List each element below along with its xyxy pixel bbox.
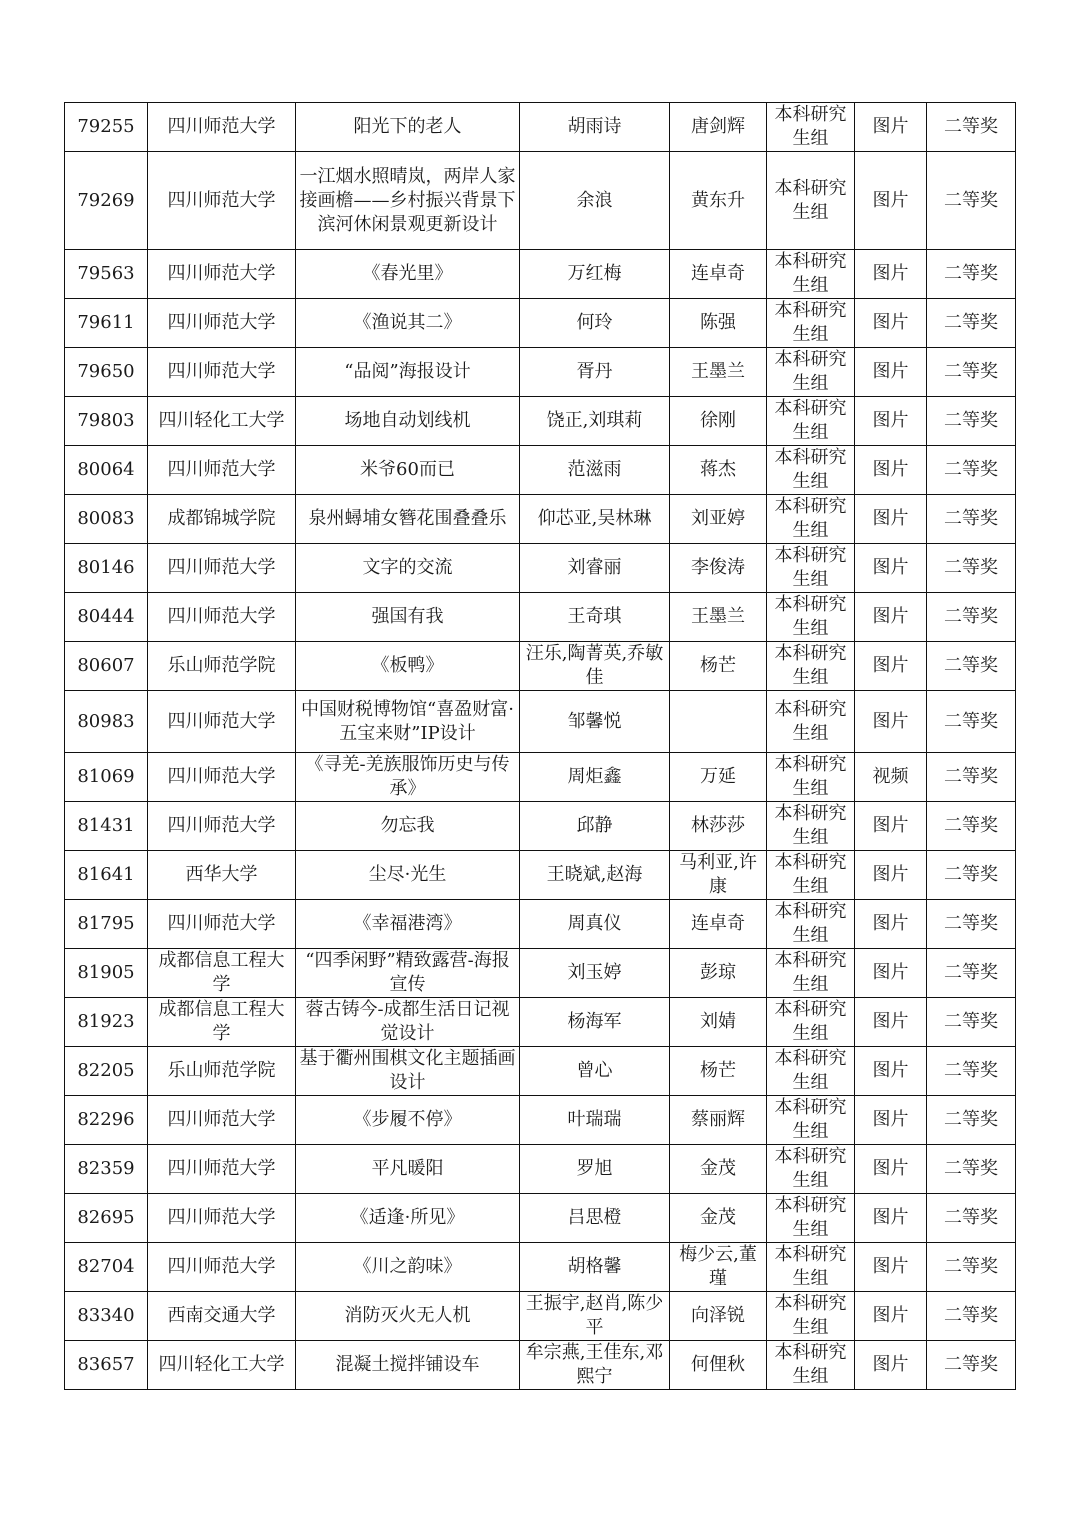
- table-row: [65, 900, 1016, 949]
- school-cell: 西南交通大学: [148, 1292, 296, 1341]
- advisor-cell: 徐刚: [670, 397, 767, 446]
- entry-id-cell: 82205: [65, 1047, 148, 1096]
- school-cell: 四川师范大学: [148, 1145, 296, 1194]
- entry-id-cell: 80146: [65, 544, 148, 593]
- group-cell: 本科研究生组: [767, 1243, 855, 1292]
- work-type-cell: 图片: [855, 900, 927, 949]
- school-cell: 四川师范大学: [148, 900, 296, 949]
- work-title-cell: 《寻羌-羌族服饰历史与传承》: [296, 753, 520, 802]
- work-title-cell: 场地自动划线机: [296, 397, 520, 446]
- school-cell: 四川师范大学: [148, 593, 296, 642]
- work-title-cell: 《春光里》: [296, 250, 520, 299]
- group-cell: 本科研究生组: [767, 495, 855, 544]
- work-title-cell: 基于衢州围棋文化主题插画设计: [296, 1047, 520, 1096]
- work-title-cell: 《板鸭》: [296, 642, 520, 691]
- author-cell: 何玲: [520, 299, 670, 348]
- table-row: [65, 446, 1016, 495]
- table-row: [65, 299, 1016, 348]
- work-type-cell: 图片: [855, 250, 927, 299]
- author-cell: 胡格馨: [520, 1243, 670, 1292]
- author-cell: 牟宗燕,王佳东,邓熙宁: [520, 1341, 670, 1390]
- group-cell: 本科研究生组: [767, 299, 855, 348]
- work-title-cell: 《步履不停》: [296, 1096, 520, 1145]
- school-cell: 四川师范大学: [148, 1194, 296, 1243]
- work-type-cell: 图片: [855, 802, 927, 851]
- advisor-cell: 金茂: [670, 1145, 767, 1194]
- table-row: [65, 593, 1016, 642]
- school-cell: 四川师范大学: [148, 1243, 296, 1292]
- group-cell: 本科研究生组: [767, 348, 855, 397]
- award-cell: 二等奖: [927, 348, 1016, 397]
- award-cell: 二等奖: [927, 1047, 1016, 1096]
- entry-id-cell: 80983: [65, 691, 148, 753]
- school-cell: 四川师范大学: [148, 299, 296, 348]
- author-cell: 汪乐,陶菁英,乔敏佳: [520, 642, 670, 691]
- entry-id-cell: 82359: [65, 1145, 148, 1194]
- work-type-cell: 图片: [855, 152, 927, 250]
- work-type-cell: 图片: [855, 998, 927, 1047]
- work-title-cell: 米爷60而已: [296, 446, 520, 495]
- author-cell: 刘玉婷: [520, 949, 670, 998]
- group-cell: 本科研究生组: [767, 250, 855, 299]
- group-cell: 本科研究生组: [767, 1096, 855, 1145]
- award-cell: 二等奖: [927, 1096, 1016, 1145]
- table-row: [65, 1194, 1016, 1243]
- award-cell: 二等奖: [927, 851, 1016, 900]
- author-cell: 范滋雨: [520, 446, 670, 495]
- advisor-cell: 何俚秋: [670, 1341, 767, 1390]
- work-type-cell: 图片: [855, 299, 927, 348]
- work-title-cell: 蓉古铸今-成都生活日记视觉设计: [296, 998, 520, 1047]
- award-cell: 二等奖: [927, 495, 1016, 544]
- work-type-cell: 图片: [855, 1292, 927, 1341]
- work-title-cell: 平凡暖阳: [296, 1145, 520, 1194]
- advisor-cell: 彭琼: [670, 949, 767, 998]
- school-cell: 四川师范大学: [148, 691, 296, 753]
- table-row: [65, 1047, 1016, 1096]
- work-type-cell: 图片: [855, 446, 927, 495]
- author-cell: 邹馨悦: [520, 691, 670, 753]
- group-cell: 本科研究生组: [767, 152, 855, 250]
- author-cell: 万红梅: [520, 250, 670, 299]
- award-cell: 二等奖: [927, 397, 1016, 446]
- advisor-cell: 金茂: [670, 1194, 767, 1243]
- award-cell: 二等奖: [927, 753, 1016, 802]
- group-cell: 本科研究生组: [767, 103, 855, 152]
- advisor-cell: 王墨兰: [670, 348, 767, 397]
- work-type-cell: 图片: [855, 1194, 927, 1243]
- award-cell: 二等奖: [927, 299, 1016, 348]
- advisor-cell: 杨芒: [670, 1047, 767, 1096]
- award-cell: 二等奖: [927, 1243, 1016, 1292]
- author-cell: 饶正,刘琪莉: [520, 397, 670, 446]
- school-cell: 乐山师范学院: [148, 642, 296, 691]
- group-cell: 本科研究生组: [767, 949, 855, 998]
- work-type-cell: 图片: [855, 103, 927, 152]
- group-cell: 本科研究生组: [767, 691, 855, 753]
- entry-id-cell: 82296: [65, 1096, 148, 1145]
- table-row: [65, 250, 1016, 299]
- advisor-cell: 向泽锐: [670, 1292, 767, 1341]
- entry-id-cell: 80064: [65, 446, 148, 495]
- award-cell: 二等奖: [927, 1194, 1016, 1243]
- work-title-cell: 尘尽·光生: [296, 851, 520, 900]
- author-cell: 周真仪: [520, 900, 670, 949]
- work-type-cell: 图片: [855, 691, 927, 753]
- author-cell: 刘睿丽: [520, 544, 670, 593]
- school-cell: 四川师范大学: [148, 1096, 296, 1145]
- table-row: [65, 949, 1016, 998]
- group-cell: 本科研究生组: [767, 998, 855, 1047]
- school-cell: 四川师范大学: [148, 250, 296, 299]
- school-cell: 四川轻化工大学: [148, 1341, 296, 1390]
- school-cell: 四川师范大学: [148, 348, 296, 397]
- work-title-cell: 《川之韵味》: [296, 1243, 520, 1292]
- work-type-cell: 图片: [855, 1047, 927, 1096]
- author-cell: 胡雨诗: [520, 103, 670, 152]
- table-row: [65, 495, 1016, 544]
- advisor-cell: 蒋杰: [670, 446, 767, 495]
- group-cell: 本科研究生组: [767, 753, 855, 802]
- table-row: [65, 544, 1016, 593]
- author-cell: 吕思橙: [520, 1194, 670, 1243]
- work-type-cell: 图片: [855, 1145, 927, 1194]
- award-cell: 二等奖: [927, 103, 1016, 152]
- group-cell: 本科研究生组: [767, 900, 855, 949]
- work-type-cell: 图片: [855, 949, 927, 998]
- group-cell: 本科研究生组: [767, 1194, 855, 1243]
- entry-id-cell: 83657: [65, 1341, 148, 1390]
- table-row: [65, 802, 1016, 851]
- author-cell: 王奇琪: [520, 593, 670, 642]
- school-cell: 四川师范大学: [148, 446, 296, 495]
- award-cell: 二等奖: [927, 593, 1016, 642]
- entry-id-cell: 79563: [65, 250, 148, 299]
- award-cell: 二等奖: [927, 691, 1016, 753]
- award-cell: 二等奖: [927, 1341, 1016, 1390]
- work-type-cell: 图片: [855, 495, 927, 544]
- group-cell: 本科研究生组: [767, 802, 855, 851]
- table-row: [65, 753, 1016, 802]
- award-cell: 二等奖: [927, 900, 1016, 949]
- entry-id-cell: 81905: [65, 949, 148, 998]
- award-table-body: [65, 103, 1016, 1390]
- group-cell: 本科研究生组: [767, 1145, 855, 1194]
- table-row: [65, 1243, 1016, 1292]
- work-title-cell: 强国有我: [296, 593, 520, 642]
- award-cell: 二等奖: [927, 1145, 1016, 1194]
- entry-id-cell: 79611: [65, 299, 148, 348]
- table-row: [65, 348, 1016, 397]
- entry-id-cell: 79255: [65, 103, 148, 152]
- entry-id-cell: 83340: [65, 1292, 148, 1341]
- advisor-cell: 李俊涛: [670, 544, 767, 593]
- work-title-cell: 《渔说其二》: [296, 299, 520, 348]
- work-type-cell: 图片: [855, 1096, 927, 1145]
- entry-id-cell: 82704: [65, 1243, 148, 1292]
- table-row: [65, 1341, 1016, 1390]
- school-cell: 四川师范大学: [148, 103, 296, 152]
- entry-id-cell: 79269: [65, 152, 148, 250]
- advisor-cell: 王墨兰: [670, 593, 767, 642]
- entry-id-cell: 79803: [65, 397, 148, 446]
- work-title-cell: 《适逢·所见》: [296, 1194, 520, 1243]
- advisor-cell: 黄东升: [670, 152, 767, 250]
- advisor-cell: 连卓奇: [670, 900, 767, 949]
- school-cell: 乐山师范学院: [148, 1047, 296, 1096]
- author-cell: 余浪: [520, 152, 670, 250]
- work-title-cell: “品阅”海报设计: [296, 348, 520, 397]
- work-type-cell: 图片: [855, 851, 927, 900]
- group-cell: 本科研究生组: [767, 397, 855, 446]
- advisor-cell: 马利亚,许康: [670, 851, 767, 900]
- entry-id-cell: 81641: [65, 851, 148, 900]
- award-cell: 二等奖: [927, 152, 1016, 250]
- work-title-cell: 一江烟水照晴岚，两岸人家接画檐——乡村振兴背景下滨河休闲景观更新设计: [296, 152, 520, 250]
- entry-id-cell: 80607: [65, 642, 148, 691]
- school-cell: 西华大学: [148, 851, 296, 900]
- table-row: [65, 397, 1016, 446]
- school-cell: 四川轻化工大学: [148, 397, 296, 446]
- table-row: [65, 851, 1016, 900]
- author-cell: 仰芯亚,吴林琳: [520, 495, 670, 544]
- work-title-cell: “四季闲野”精致露营-海报宣传: [296, 949, 520, 998]
- award-cell: 二等奖: [927, 250, 1016, 299]
- award-cell: 二等奖: [927, 446, 1016, 495]
- author-cell: 王振宇,赵肖,陈少平: [520, 1292, 670, 1341]
- award-cell: 二等奖: [927, 998, 1016, 1047]
- table-row: [65, 103, 1016, 152]
- entry-id-cell: 79650: [65, 348, 148, 397]
- author-cell: 周炬鑫: [520, 753, 670, 802]
- school-cell: 四川师范大学: [148, 753, 296, 802]
- author-cell: 罗旭: [520, 1145, 670, 1194]
- group-cell: 本科研究生组: [767, 1047, 855, 1096]
- award-cell: 二等奖: [927, 642, 1016, 691]
- advisor-cell: 梅少云,董瑾: [670, 1243, 767, 1292]
- advisor-cell: 刘婧: [670, 998, 767, 1047]
- table-row: [65, 1145, 1016, 1194]
- advisor-cell: 蔡丽辉: [670, 1096, 767, 1145]
- table-row: [65, 1096, 1016, 1145]
- work-title-cell: 中国财税博物馆“喜盈财富·五宝来财”IP设计: [296, 691, 520, 753]
- work-title-cell: 消防灭火无人机: [296, 1292, 520, 1341]
- award-cell: 二等奖: [927, 802, 1016, 851]
- award-table: [64, 102, 1016, 1390]
- work-title-cell: 勿忘我: [296, 802, 520, 851]
- entry-id-cell: 80083: [65, 495, 148, 544]
- advisor-cell: 连卓奇: [670, 250, 767, 299]
- group-cell: 本科研究生组: [767, 1341, 855, 1390]
- school-cell: 成都信息工程大学: [148, 998, 296, 1047]
- advisor-cell: 林莎莎: [670, 802, 767, 851]
- author-cell: 王晓斌,赵海: [520, 851, 670, 900]
- table-row: [65, 998, 1016, 1047]
- advisor-cell: 陈强: [670, 299, 767, 348]
- award-cell: 二等奖: [927, 949, 1016, 998]
- advisor-cell: 杨芒: [670, 642, 767, 691]
- group-cell: 本科研究生组: [767, 642, 855, 691]
- work-title-cell: 混凝土搅拌铺设车: [296, 1341, 520, 1390]
- work-title-cell: 《幸福港湾》: [296, 900, 520, 949]
- entry-id-cell: 82695: [65, 1194, 148, 1243]
- author-cell: 杨海军: [520, 998, 670, 1047]
- author-cell: 曾心: [520, 1047, 670, 1096]
- group-cell: 本科研究生组: [767, 593, 855, 642]
- entry-id-cell: 81431: [65, 802, 148, 851]
- group-cell: 本科研究生组: [767, 446, 855, 495]
- school-cell: 成都信息工程大学: [148, 949, 296, 998]
- school-cell: 四川师范大学: [148, 802, 296, 851]
- group-cell: 本科研究生组: [767, 544, 855, 593]
- work-title-cell: 阳光下的老人: [296, 103, 520, 152]
- work-type-cell: 图片: [855, 642, 927, 691]
- work-title-cell: 泉州蟳埔女簪花围叠叠乐: [296, 495, 520, 544]
- entry-id-cell: 81069: [65, 753, 148, 802]
- work-type-cell: 图片: [855, 593, 927, 642]
- table-row: [65, 152, 1016, 250]
- school-cell: 四川师范大学: [148, 544, 296, 593]
- work-title-cell: 文字的交流: [296, 544, 520, 593]
- work-type-cell: 图片: [855, 397, 927, 446]
- school-cell: 四川师范大学: [148, 152, 296, 250]
- work-type-cell: 图片: [855, 1243, 927, 1292]
- table-row: [65, 691, 1016, 753]
- award-cell: 二等奖: [927, 1292, 1016, 1341]
- advisor-cell: 唐剑辉: [670, 103, 767, 152]
- work-type-cell: 图片: [855, 544, 927, 593]
- table-row: [65, 1292, 1016, 1341]
- advisor-cell: 万延: [670, 753, 767, 802]
- group-cell: 本科研究生组: [767, 851, 855, 900]
- work-type-cell: 图片: [855, 348, 927, 397]
- advisor-cell: 刘亚婷: [670, 495, 767, 544]
- author-cell: 邱静: [520, 802, 670, 851]
- entry-id-cell: 81923: [65, 998, 148, 1047]
- advisor-cell: [670, 691, 767, 753]
- entry-id-cell: 80444: [65, 593, 148, 642]
- entry-id-cell: 81795: [65, 900, 148, 949]
- award-cell: 二等奖: [927, 544, 1016, 593]
- work-type-cell: 图片: [855, 1341, 927, 1390]
- work-type-cell: 视频: [855, 753, 927, 802]
- school-cell: 成都锦城学院: [148, 495, 296, 544]
- group-cell: 本科研究生组: [767, 1292, 855, 1341]
- table-row: [65, 642, 1016, 691]
- author-cell: 胥丹: [520, 348, 670, 397]
- author-cell: 叶瑞瑞: [520, 1096, 670, 1145]
